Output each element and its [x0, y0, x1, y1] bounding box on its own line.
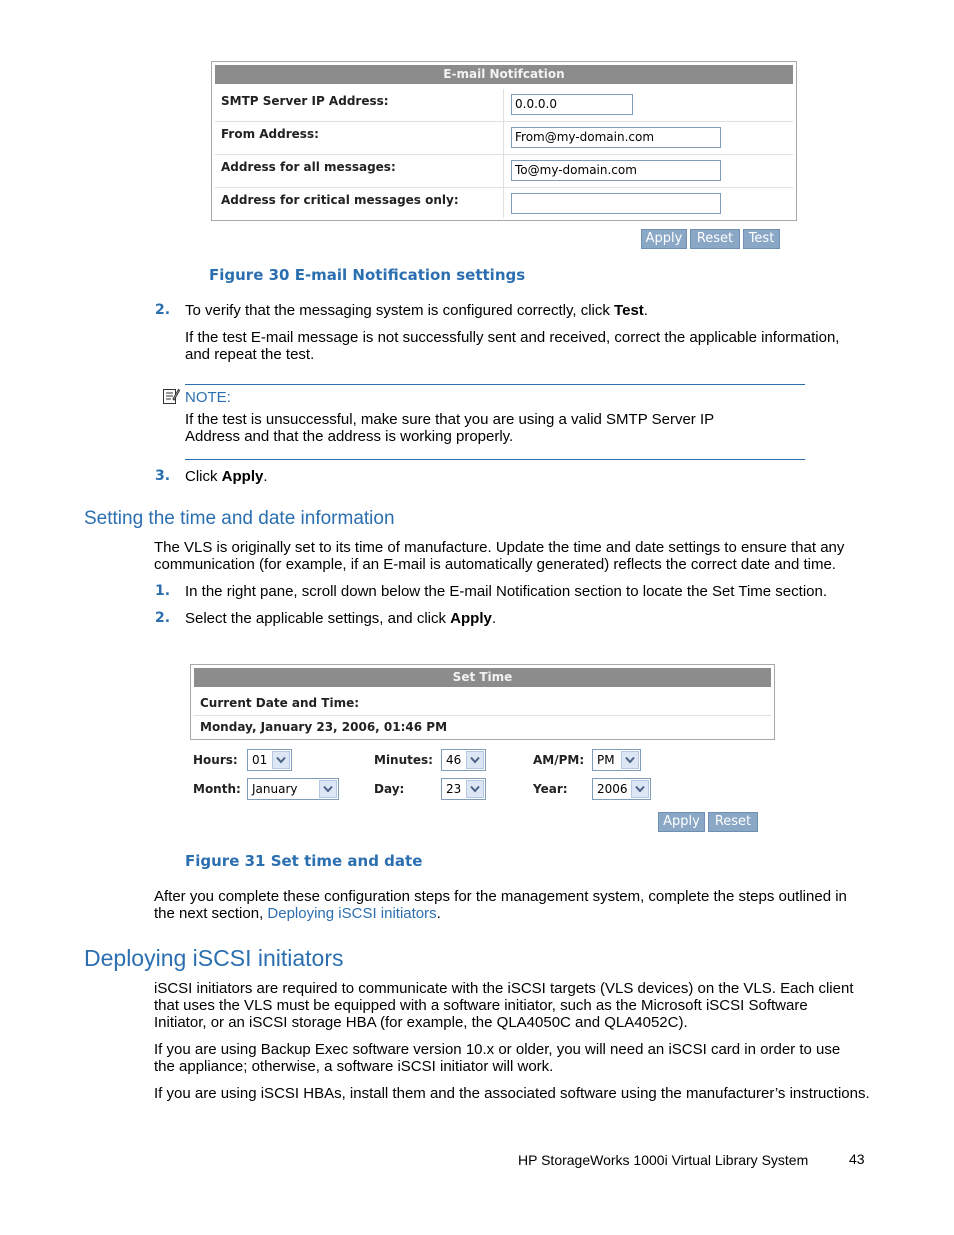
- step-2-text-pre: To verify that the messaging system is configured correctly, click: [185, 302, 615, 319]
- iscsi-para-1: iSCSI initiators are required to communicate with the iSCSI targets (VLS devices) on the VLS. Each client that uses the VLS must be equipped with a software initiator, such as the Microsoft iSCSI Software Initiator, or an iSCSI storage HBA (for example, the QLA4050C and QLA4052C).: [154, 980, 854, 1031]
- figure-31-caption: Figure 31 Set time and date: [185, 852, 423, 870]
- ampm-label: AM/PM:: [533, 753, 585, 767]
- current-date-value: Monday, January 23, 2006, 01:46 PM: [200, 720, 448, 734]
- step-3-number: 3.: [155, 468, 171, 484]
- current-date-value-row: [194, 716, 771, 738]
- time-step-2-text-bold: Apply: [450, 610, 492, 627]
- month-value: January: [252, 782, 298, 796]
- after-text-pre: After you complete these configuration steps for the management system, complete the steps outlined in the next section,: [154, 888, 847, 922]
- note-top-rule: [185, 384, 805, 385]
- set-time-title: Set Time: [194, 668, 771, 687]
- step-3-text-bold: Apply: [221, 468, 264, 485]
- chevron-down-icon: [319, 780, 337, 798]
- year-select[interactable]: [592, 778, 651, 800]
- email-apply-button[interactable]: Apply: [641, 229, 687, 249]
- set-time-panel: [190, 664, 775, 740]
- note-icon: [162, 387, 180, 405]
- chevron-down-icon: [466, 780, 484, 798]
- figure-30-caption: Figure 30 E-mail Notification settings: [209, 266, 526, 284]
- smtp-label: SMTP Server IP Address:: [221, 94, 389, 108]
- hours-label: Hours:: [193, 753, 238, 767]
- iscsi-para-2: If you are using Backup Exec software version 10.x or older, you will need an iSCSI card in order to use the appliance; otherwise, a software iSCSI initiator will work.: [154, 1041, 841, 1075]
- day-label: Day:: [374, 782, 405, 796]
- time-step-2-text: [185, 610, 496, 627]
- minutes-value: 46: [446, 753, 462, 767]
- step-3-text-pre: Click: [185, 468, 222, 485]
- hours-value: 01: [252, 753, 268, 767]
- time-step-1-text: In the right pane, scroll down below the E-mail Notification section to locate the Set Time section.: [185, 583, 827, 600]
- set-time-apply-button[interactable]: Apply: [658, 812, 705, 832]
- time-step-2-text-post: .: [491, 610, 496, 627]
- chevron-down-icon: [466, 751, 484, 769]
- chevron-down-icon: [631, 780, 649, 798]
- time-step-1-number: 1.: [155, 583, 171, 599]
- year-label: Year:: [533, 782, 568, 796]
- iscsi-para-3: If you are using iSCSI HBAs, install them and the associated software using the manufacturer’s instructions.: [154, 1085, 870, 1102]
- after-text-post: .: [436, 905, 441, 922]
- chevron-down-icon: [621, 751, 639, 769]
- from-address-input[interactable]: From@my-domain.com: [511, 127, 721, 148]
- iscsi-heading: Deploying iSCSI initiators: [84, 945, 344, 971]
- after-paragraph: [154, 888, 859, 922]
- email-reset-button[interactable]: Reset: [690, 229, 740, 249]
- time-date-heading: Setting the time and date information: [84, 508, 395, 529]
- step-2-number: 2.: [155, 302, 171, 318]
- smtp-row: [215, 89, 793, 122]
- all-messages-row: [215, 155, 793, 188]
- step-2-text: [185, 302, 865, 319]
- step-3-text-post: .: [263, 468, 268, 485]
- footer-title: HP StorageWorks 1000i Virtual Library System: [518, 1152, 809, 1168]
- day-select[interactable]: [441, 778, 486, 800]
- critical-messages-row: [215, 188, 793, 218]
- ampm-value: PM: [597, 753, 615, 767]
- time-step-2-text-pre: Select the applicable settings, and click: [185, 610, 451, 627]
- current-date-label-row: [194, 691, 771, 716]
- day-value: 23: [446, 782, 462, 796]
- time-date-intro: The VLS is originally set to its time of manufacture. Update the time and date settings to ensure that any communication (for example, if an E-mail is automatically generated) reflects the correct date and time.: [154, 539, 845, 573]
- step-3-text: [185, 468, 268, 485]
- ampm-select[interactable]: [592, 749, 641, 771]
- from-address-row: [215, 122, 793, 155]
- critical-messages-input[interactable]: [511, 193, 721, 214]
- step-2-text-post: .: [643, 302, 648, 319]
- step-2-paragraph: If the test E-mail message is not successfully sent and received, correct the applicable information, and repeat the test.: [185, 329, 840, 363]
- from-address-label: From Address:: [221, 127, 319, 141]
- set-time-reset-button[interactable]: Reset: [708, 812, 758, 832]
- page-number: 43: [849, 1151, 865, 1167]
- note-bottom-rule: [185, 459, 805, 460]
- month-select[interactable]: [247, 778, 339, 800]
- current-date-label: Current Date and Time:: [200, 696, 360, 710]
- deploying-iscsi-link[interactable]: Deploying iSCSI initiators: [267, 905, 437, 922]
- minutes-label: Minutes:: [374, 753, 433, 767]
- step-2-text-bold: Test: [614, 302, 644, 319]
- all-messages-label: Address for all messages:: [221, 160, 396, 174]
- time-step-2-number: 2.: [155, 610, 171, 626]
- smtp-ip-input[interactable]: 0.0.0.0: [511, 94, 633, 115]
- minutes-select[interactable]: [441, 749, 486, 771]
- month-label: Month:: [193, 782, 241, 796]
- note-label: NOTE:: [185, 389, 231, 406]
- hours-select[interactable]: [247, 749, 292, 771]
- all-messages-input[interactable]: To@my-domain.com: [511, 160, 721, 181]
- email-test-button[interactable]: Test: [743, 229, 780, 249]
- note-text: If the test is unsuccessful, make sure that you are using a valid SMTP Server IP Address and that the address is working properly.: [185, 411, 714, 445]
- critical-messages-label: Address for critical messages only:: [221, 193, 459, 207]
- chevron-down-icon: [272, 751, 290, 769]
- email-notification-title: E-mail Notifcation: [215, 65, 793, 84]
- email-notification-panel: [211, 61, 797, 221]
- year-value: 2006: [597, 782, 628, 796]
